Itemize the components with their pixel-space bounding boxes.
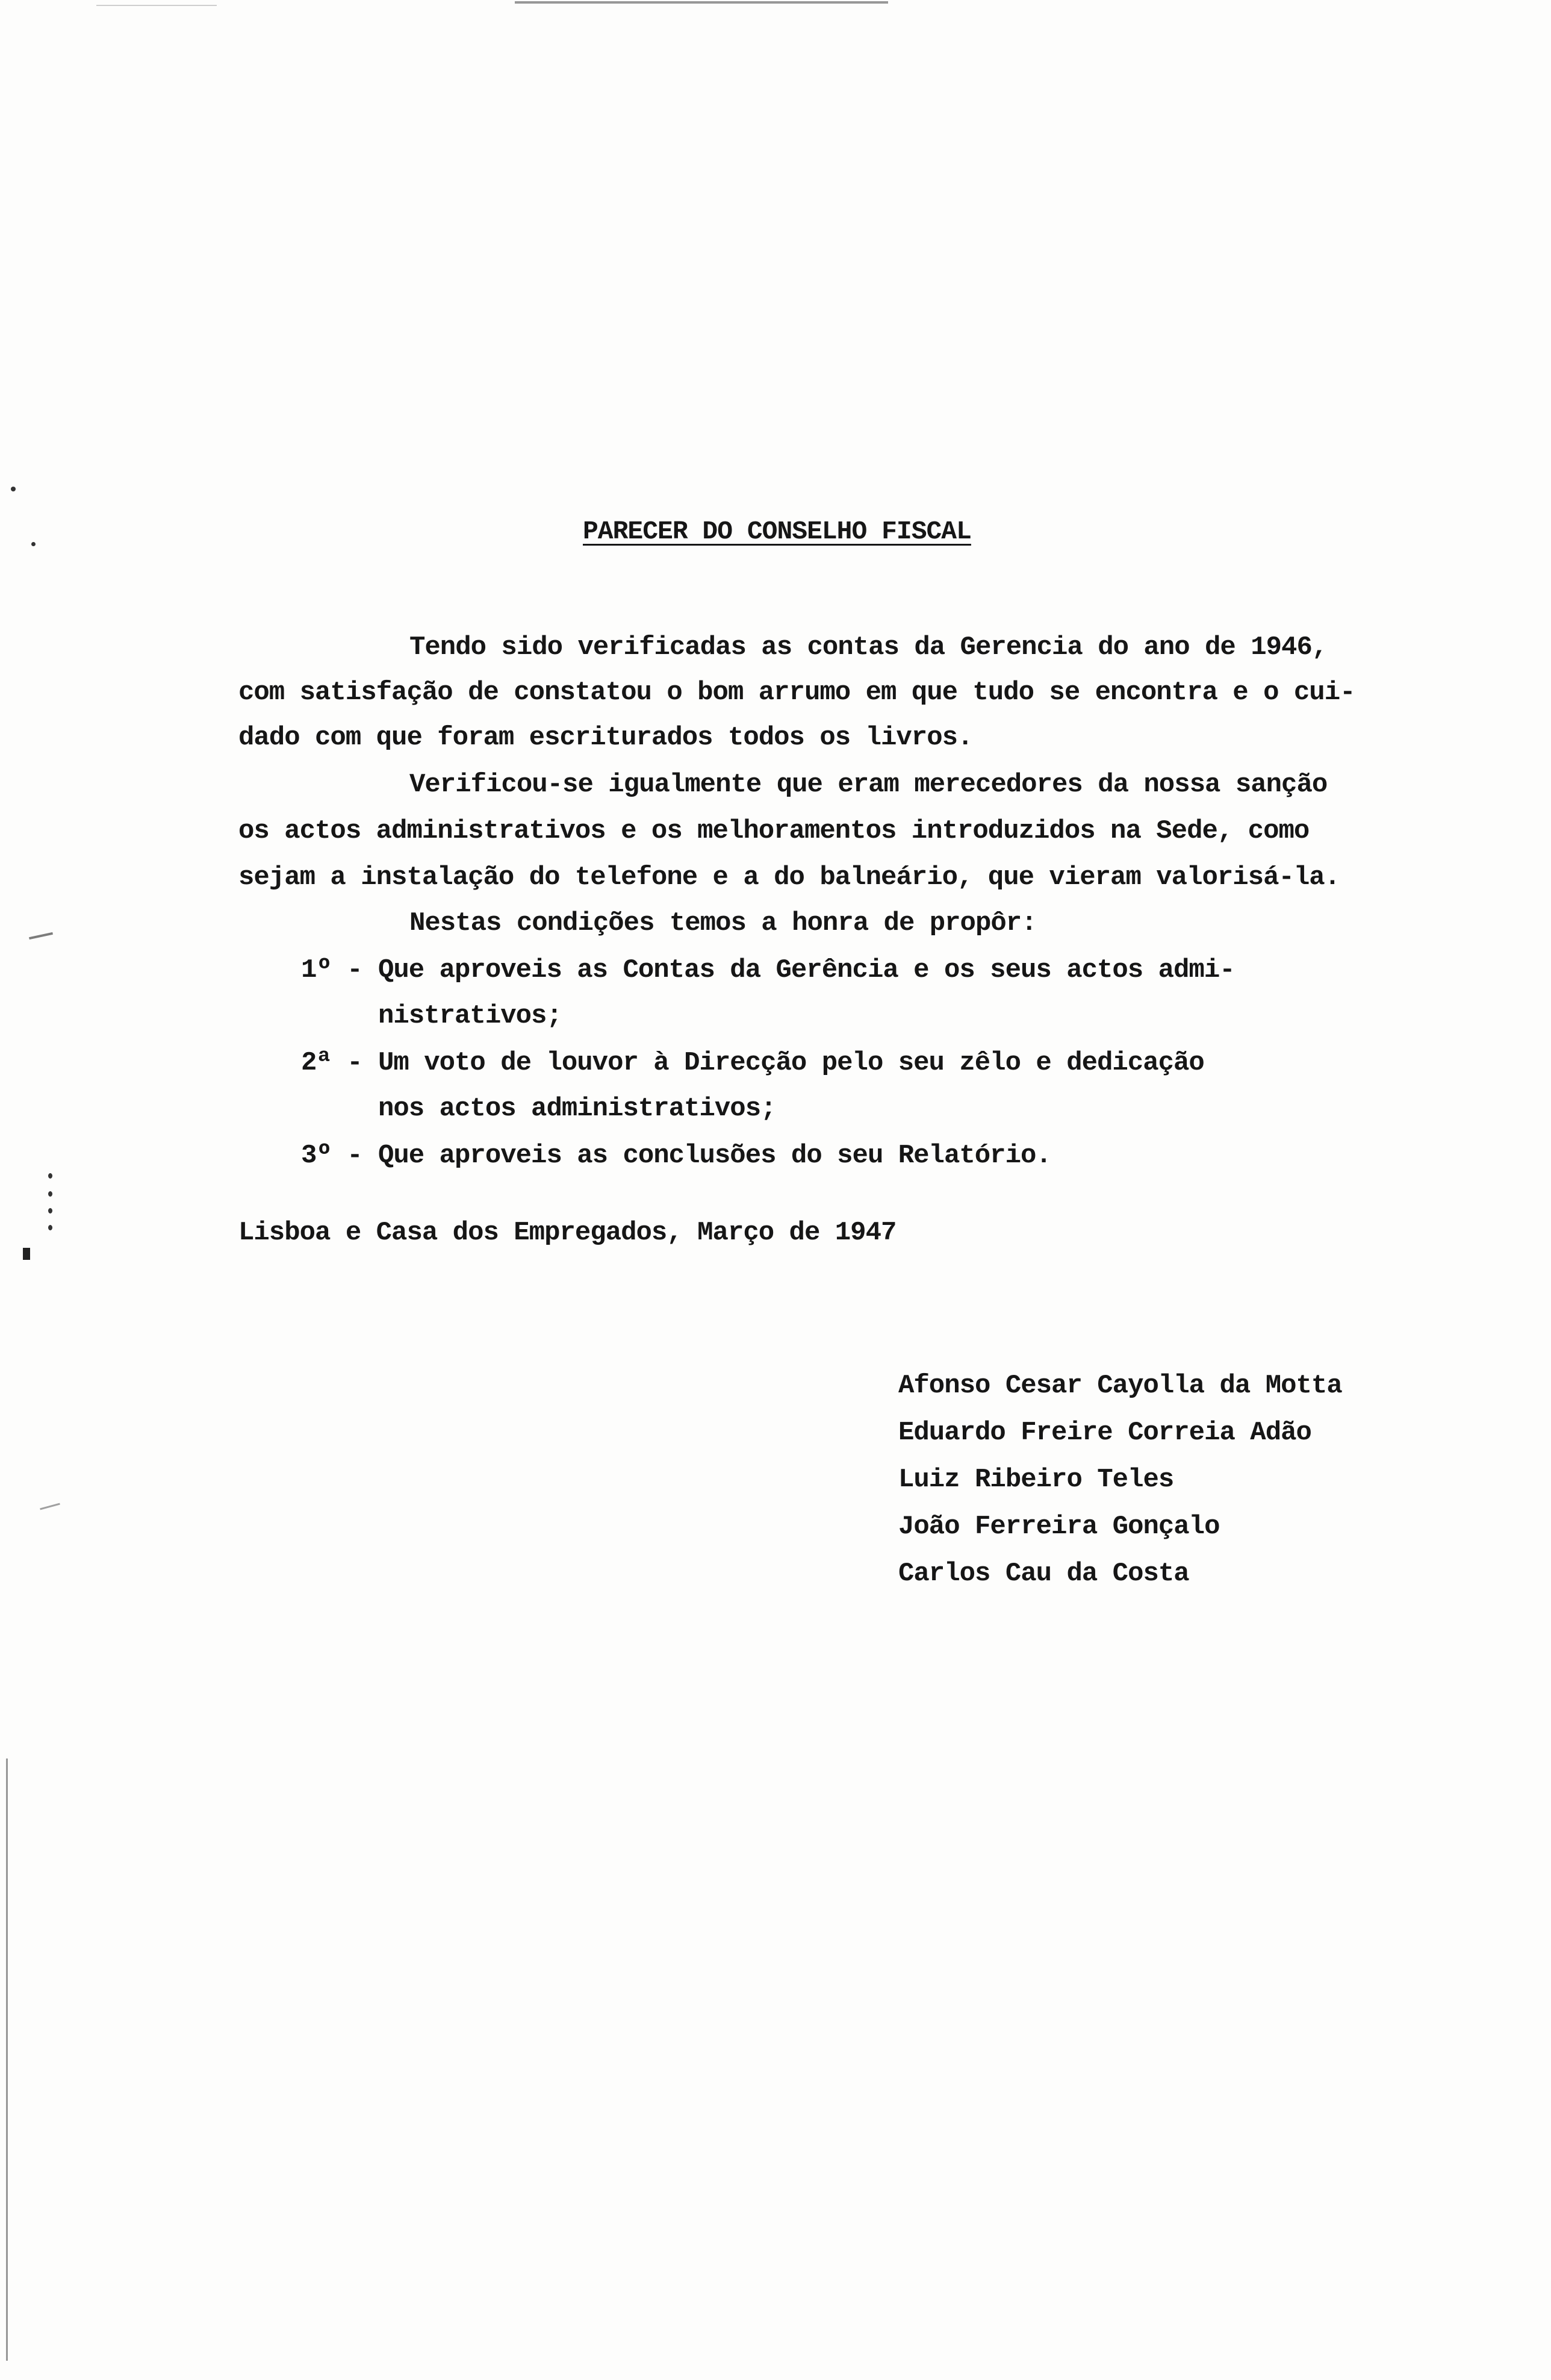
margin-mark bbox=[31, 542, 36, 546]
margin-mark bbox=[48, 1191, 52, 1197]
paragraph-1-line-1: Tendo sido verificadas as contas da Gerencia do ano de 1946, bbox=[409, 632, 1328, 662]
signatory-1: Afonso Cesar Cayolla da Motta bbox=[898, 1371, 1342, 1401]
proposal-2-number: 2ª - bbox=[301, 1048, 362, 1078]
proposal-1-line-2: nistrativos; bbox=[378, 1001, 562, 1031]
margin-mark bbox=[23, 1248, 30, 1260]
scan-artifact-top-left bbox=[96, 5, 217, 6]
margin-mark bbox=[48, 1208, 52, 1213]
paragraph-2-line-2: os actos administrativos e os melhoramentos introduzidos na Sede, como bbox=[238, 816, 1310, 846]
margin-mark bbox=[48, 1225, 52, 1230]
signatory-4: João Ferreira Gonçalo bbox=[898, 1512, 1220, 1542]
signatory-2: Eduardo Freire Correia Adão bbox=[898, 1418, 1311, 1448]
proposal-3-line-1: Que aproveis as conclusões do seu Relatório. bbox=[378, 1141, 1051, 1171]
place-date: Lisboa e Casa dos Empregados, Março de 1947 bbox=[238, 1218, 897, 1248]
margin-mark bbox=[40, 1503, 60, 1510]
proposal-1-number: 1º - bbox=[301, 955, 362, 985]
proposal-2-line-1: Um voto de louvor à Direcção pelo seu zêlo e dedicação bbox=[378, 1048, 1204, 1078]
margin-mark bbox=[11, 487, 16, 491]
proposal-3-number: 3º - bbox=[301, 1141, 362, 1171]
paragraph-2-line-3: sejam a instalação do telefone e a do balneário, que vieram valorisá-la. bbox=[238, 862, 1340, 892]
paragraph-1-line-2: com satisfação de constatou o bom arrumo em que tudo se encontra e o cui- bbox=[238, 678, 1355, 708]
signatory-3: Luiz Ribeiro Teles bbox=[898, 1465, 1174, 1495]
scan-artifact-top bbox=[515, 1, 888, 4]
left-edge-line bbox=[6, 1759, 8, 2361]
signatory-5: Carlos Cau da Costa bbox=[898, 1559, 1189, 1589]
margin-mark bbox=[29, 932, 53, 939]
proposal-2-line-2: nos actos administrativos; bbox=[378, 1094, 776, 1124]
document-title: PARECER DO CONSELHO FISCAL bbox=[583, 517, 971, 546]
proposal-1-line-1: Que aproveis as Contas da Gerência e os seus actos admi- bbox=[378, 955, 1235, 985]
margin-mark bbox=[48, 1173, 52, 1179]
paragraph-1-line-3: dado com que foram escriturados todos os livros. bbox=[238, 723, 973, 753]
proposal-intro: Nestas condições temos a honra de propôr: bbox=[409, 908, 1037, 938]
paragraph-2-line-1: Verificou-se igualmente que eram merecedores da nossa sanção bbox=[409, 770, 1328, 800]
